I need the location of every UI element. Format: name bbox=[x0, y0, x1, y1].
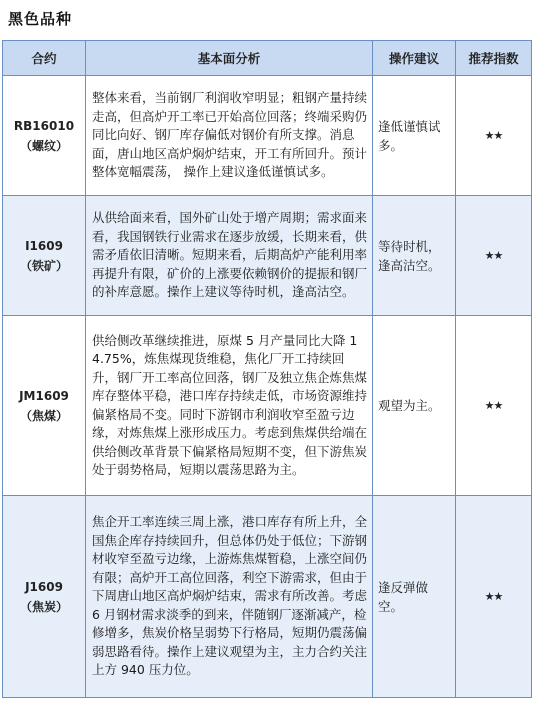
rating-stars: ★★ bbox=[456, 316, 532, 496]
table-row-jm bbox=[3, 316, 532, 496]
table-row-rb bbox=[3, 76, 532, 196]
advice-cell: 逢低谨慎试多。 bbox=[373, 76, 456, 196]
table-row-i bbox=[3, 196, 532, 316]
contract-name: （焦煤） bbox=[19, 408, 68, 423]
contract-cell bbox=[3, 496, 86, 698]
advice-cell: 观望为主。 bbox=[373, 316, 456, 496]
contract-code: I1609 bbox=[25, 238, 63, 253]
rating-stars: ★★ bbox=[456, 76, 532, 196]
analysis-cell: 从供给面来看，国外矿山处于增产周期；需求面来看，我国钢铁行业需求在逐步放缓，长期来看，供需矛盾依旧清晰。短期来看，后期高炉产能利用率再提升有限，矿价的上涨要依赖钢价的提振和钢厂的补库意愿。操作上建议等待时机，逢高沽空。 bbox=[86, 196, 373, 316]
table-row-j bbox=[3, 496, 532, 698]
analysis-cell: 焦企开工率连续三周上涨，港口库存有所上升，全国焦企库存持续回升，但总体仍处于低位；下游钢材收窄至盈亏边缘，上游炼焦煤暂稳，上涨空间仍有限；高炉开工高位回落，利空下游需求，但由于下周唐山地区高炉焖炉结束，需求有所改善。考虑 6 月钢材需求淡季的到来，伴随钢厂逐渐减产，检修增多，焦炭价格呈弱势下行格局，短期仍震荡偏弱思路看待。操作上建议观望为主，主力合约关注上方 940 压力位。 bbox=[86, 496, 373, 698]
rating-stars: ★★ bbox=[456, 196, 532, 316]
column-header-rating: 推荐指数 bbox=[456, 41, 532, 76]
contract-cell bbox=[3, 316, 86, 496]
column-header-advice: 操作建议 bbox=[373, 41, 456, 76]
black-commodities-table bbox=[2, 40, 532, 698]
contract-code: J1609 bbox=[25, 579, 63, 594]
advice-cell: 等待时机，逢高沽空。 bbox=[373, 196, 456, 316]
contract-cell bbox=[3, 196, 86, 316]
column-header-contract: 合约 bbox=[3, 41, 86, 76]
section-title: 黑色品种 bbox=[8, 10, 73, 28]
analysis-cell: 供给侧改革继续推进，原煤 5 月产量同比大降 14.75%，炼焦煤现货维稳，焦化厂开工持续回升，钢厂开工率高位回落，钢厂及独立焦企炼焦煤库存整体平稳，港口库存持续走低，市场资源维持偏紧格局不变。同时下游钢市利润收窄至盈亏边缘，对炼焦煤上涨形成压力。考虑到焦煤供给端在供给侧改革背景下偏紧格局短期不变，但下游焦炭处于弱势格局，短期以震荡思路为主。 bbox=[86, 316, 373, 496]
contract-name: （铁矿） bbox=[19, 258, 68, 273]
table-header-row bbox=[3, 41, 532, 76]
contract-code: JM1609 bbox=[19, 388, 69, 403]
contract-name: （焦炭） bbox=[19, 599, 68, 614]
rating-stars: ★★ bbox=[456, 496, 532, 698]
column-header-analysis: 基本面分析 bbox=[86, 41, 373, 76]
contract-cell bbox=[3, 76, 86, 196]
contract-name: （螺纹） bbox=[19, 138, 68, 153]
advice-cell: 逢反弹做空。 bbox=[373, 496, 456, 698]
analysis-cell: 整体来看，当前钢厂利润收窄明显；粗钢产量持续走高，但高炉开工率已开始高位回落；终端采购仍同比向好、钢厂库存偏低对钢价有所支撑。消息面，唐山地区高炉焖炉结束，开工有所回升。预计整体宽幅震荡， 操作上建议逢低谨慎试多。 bbox=[86, 76, 373, 196]
contract-code: RB16010 bbox=[13, 118, 75, 133]
